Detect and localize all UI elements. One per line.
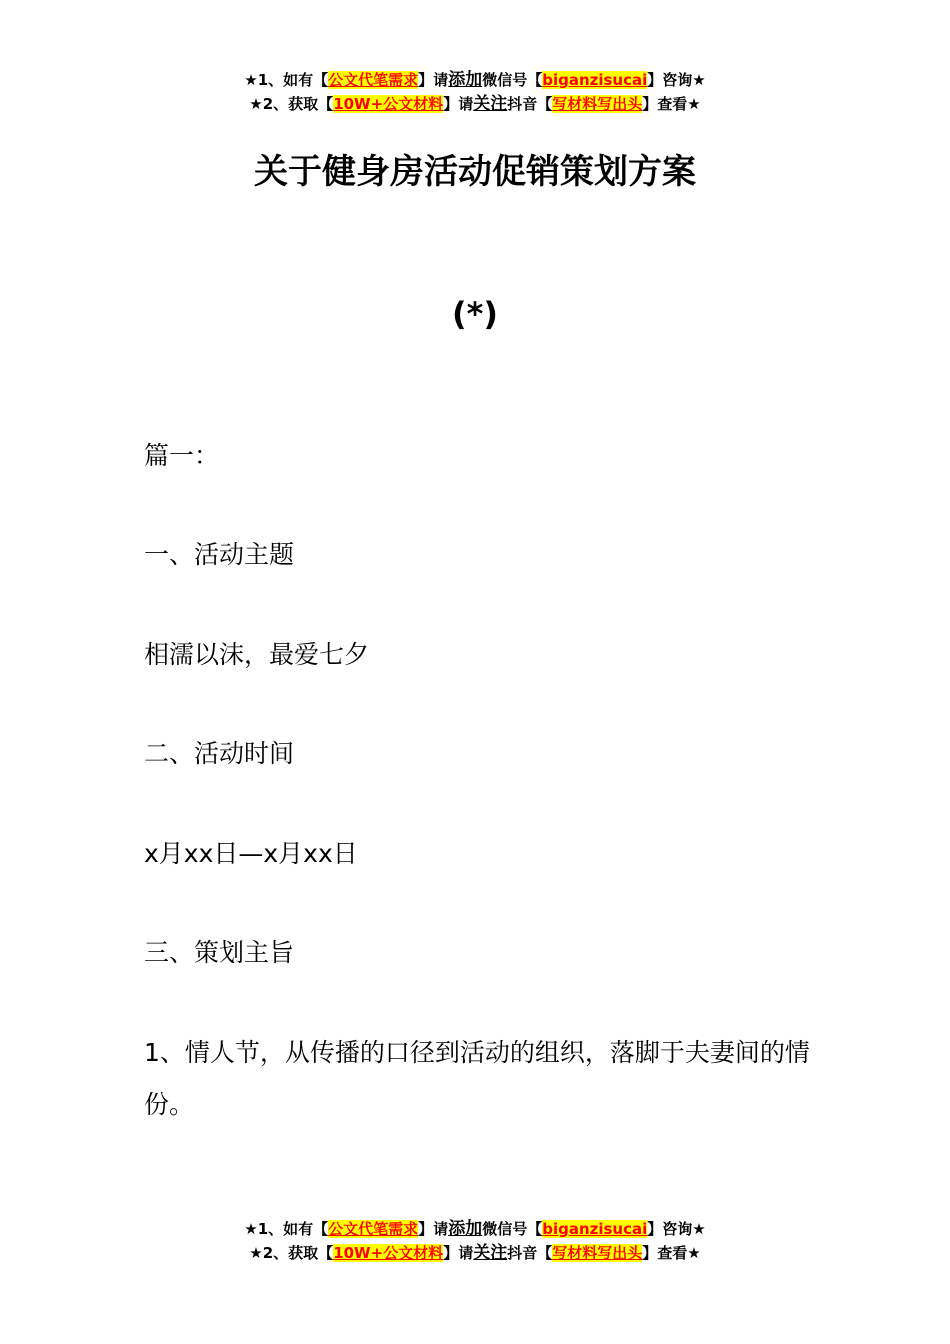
banner-underline: 添加: [448, 1219, 483, 1239]
banner-highlight: 10W+公文材料: [333, 1244, 444, 1262]
banner-text: 】请: [418, 71, 449, 89]
banner-text: 抖音【: [507, 1244, 553, 1262]
banner-highlight: 公文代笔需求: [328, 71, 419, 89]
banner-highlight: biganzisucai: [542, 1220, 648, 1238]
banner-underline: 添加: [448, 70, 483, 90]
banner-highlight: biganzisucai: [542, 71, 648, 89]
banner-text: 】咨询★: [647, 1220, 706, 1238]
banner-line-1: [0, 1217, 950, 1241]
header-banner: [0, 68, 950, 116]
paragraph-3: 相濡以沫，最爱七夕: [144, 640, 370, 669]
banner-line-2: [0, 1241, 950, 1265]
banner-text: 】查看★: [642, 1244, 701, 1262]
banner-text: 】咨询★: [647, 71, 706, 89]
document-subtitle: (*): [452, 295, 498, 333]
banner-text: ★2、获取【: [249, 1244, 334, 1262]
banner-text: 】请: [418, 1220, 449, 1238]
banner-text: ★2、获取【: [249, 95, 334, 113]
document-title: 关于健身房活动促销策划方案: [254, 152, 696, 192]
banner-text: 】请: [443, 95, 474, 113]
banner-underline: 关注: [473, 94, 508, 114]
banner-highlight: 写材料写出头: [552, 95, 643, 113]
banner-underline: 关注: [473, 1243, 508, 1263]
paragraph-1: 篇一：: [144, 441, 220, 470]
paragraph-5: x月xx日—x月xx日: [144, 839, 358, 868]
paragraph-7: 1、情人节，从传播的口径到活动的组织，落脚于夫妻间的情份。: [144, 1038, 810, 1119]
banner-line-1: [0, 68, 950, 92]
banner-line-2: [0, 92, 950, 116]
banner-text: 抖音【: [507, 95, 553, 113]
banner-text: 】请: [443, 1244, 474, 1262]
banner-highlight: 10W+公文材料: [333, 95, 444, 113]
footer-banner: [0, 1217, 950, 1265]
banner-text: 微信号【: [482, 71, 543, 89]
banner-highlight: 公文代笔需求: [328, 1220, 419, 1238]
banner-text: ★1、如有【: [244, 1220, 329, 1238]
banner-text: 】查看★: [642, 95, 701, 113]
paragraph-4: 二、活动时间: [144, 739, 295, 768]
banner-highlight: 写材料写出头: [552, 1244, 643, 1262]
paragraph-2: 一、活动主题: [144, 540, 295, 569]
banner-text: ★1、如有【: [244, 71, 329, 89]
paragraph-6: 三、策划主旨: [144, 938, 295, 967]
banner-text: 微信号【: [482, 1220, 543, 1238]
